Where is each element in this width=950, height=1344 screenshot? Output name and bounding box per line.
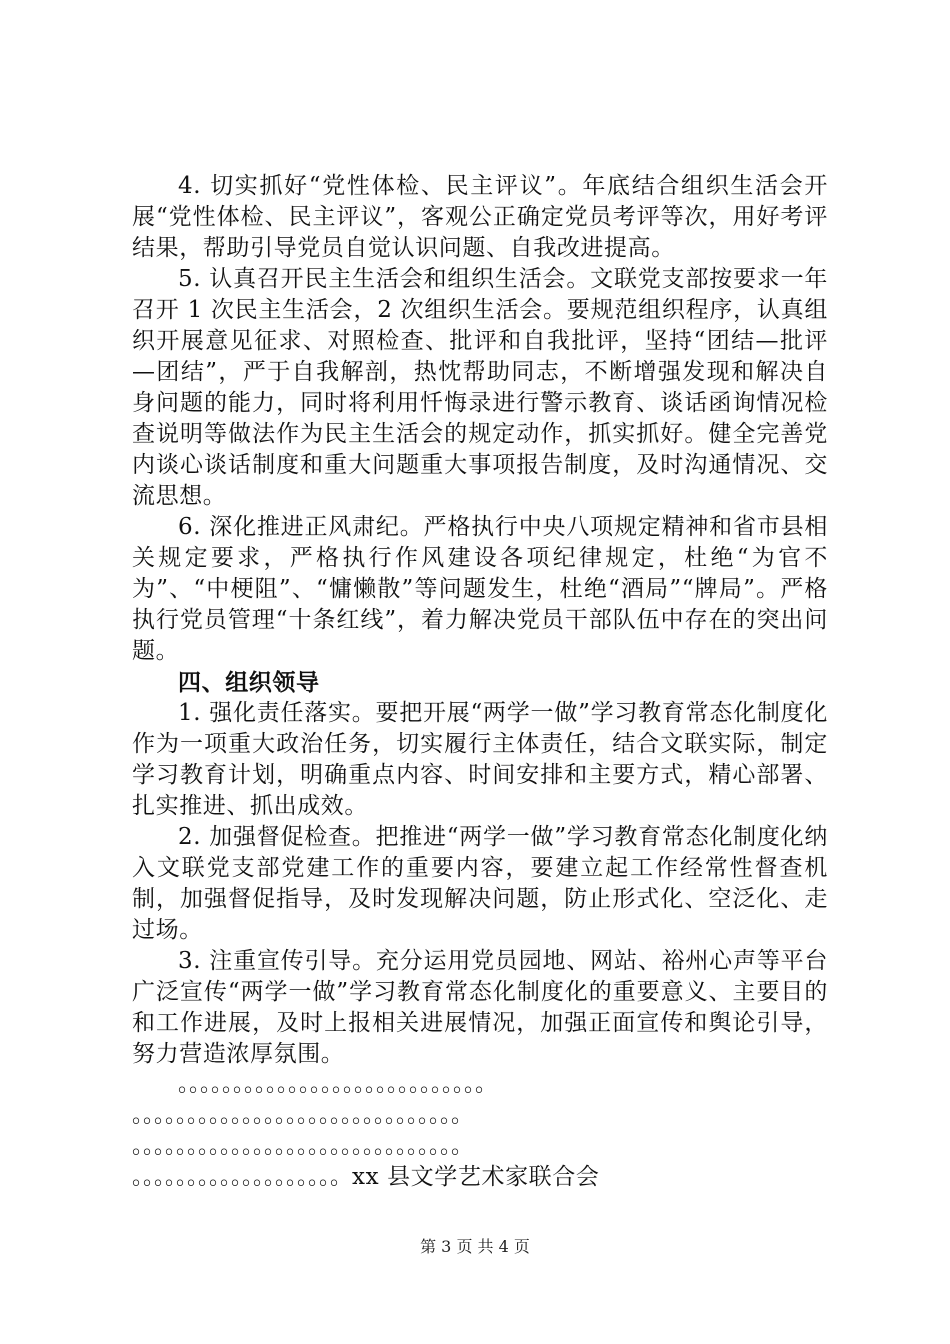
- dot-line: 。。。。。。。。。。。。。。。。。。。: [132, 1165, 353, 1190]
- page-footer: 第 3 页 共 4 页: [420, 1237, 530, 1256]
- paragraph-item-6: 6. 深化推进正风肃纪。严格执行中央八项规定精神和省市县相关规定要求，严格执行作风建设各项纪律规定，杜绝“为官不为”、“中梗阻”、“慵懒散”等问题发生，杜绝“酒局”“牌局”。严格执行党员管理“十条红线”，着力解决党员干部队伍中存在的突出问题。: [132, 514, 828, 664]
- document-body: [132, 171, 828, 1070]
- dot-line: 。。。。。。。。。。。。。。。。。。。。。。。。。。。。: [178, 1072, 498, 1097]
- signature-organization: xx 县文学艺术家联合会: [352, 1164, 600, 1190]
- paragraph-supervision: 2. 加强督促检查。把推进“两学一做”学习教育常态化制度化纳入文联党支部党建工作的重要内容，要建立起工作经常性督查机制，加强督促指导，及时发现解决问题，防止形式化、空泛化、走过场。: [132, 824, 828, 943]
- signature-line: [132, 1162, 832, 1193]
- dot-line: 。。。。。。。。。。。。。。。。。。。。。。。。。。。。。。: [132, 1134, 474, 1159]
- paragraph-publicity: 3. 注重宣传引导。充分运用党员园地、网站、裕州心声等平台广泛宣传“两学一做”学习教育常态化制度化的重要意义、主要目的和工作进展，及时上报相关进展情况，加强正面宣传和舆论引导，努力营造浓厚氛围。: [132, 948, 828, 1067]
- paragraph-item-5: 5. 认真召开民主生活会和组织生活会。文联党支部按要求一年召开 1 次民主生活会，2 次组织生活会。要规范组织程序，认真组织开展意见征求、对照检查、批评和自我批评，坚持“团结—批评—团结”，严于自我解剖，热忱帮助同志，不断增强发现和解决自身问题的能力，同时将利用忏悔录进行警示教育、谈话函询情况检查说明等做法作为民主生活会的规定动作，抓实抓好。健全完善党内谈心谈话制度和重大问题重大事项报告制度，及时沟通情况、交流思想。: [132, 266, 828, 509]
- dot-line: 。。。。。。。。。。。。。。。。。。。。。。。。。。。。。。: [132, 1103, 474, 1128]
- section-heading-organization: 四、组织领导: [178, 669, 320, 696]
- paragraph-responsibility: 1. 强化责任落实。要把开展“两学一做”学习教育常态化制度化作为一项重大政治任务，切实履行主体责任，结合文联实际，制定学习教育计划，明确重点内容、时间安排和主要方式，精心部署、扎实推进、抓出成效。: [132, 700, 828, 819]
- dotted-filler-block: [132, 1069, 832, 1193]
- paragraph-item-4: 4. 切实抓好“党性体检、民主评议”。年底结合组织生活会开展“党性体检、民主评议”，客观公正确定党员考评等次，用好考评结果，帮助引导党员自觉认识问题、自我改进提高。: [132, 173, 828, 261]
